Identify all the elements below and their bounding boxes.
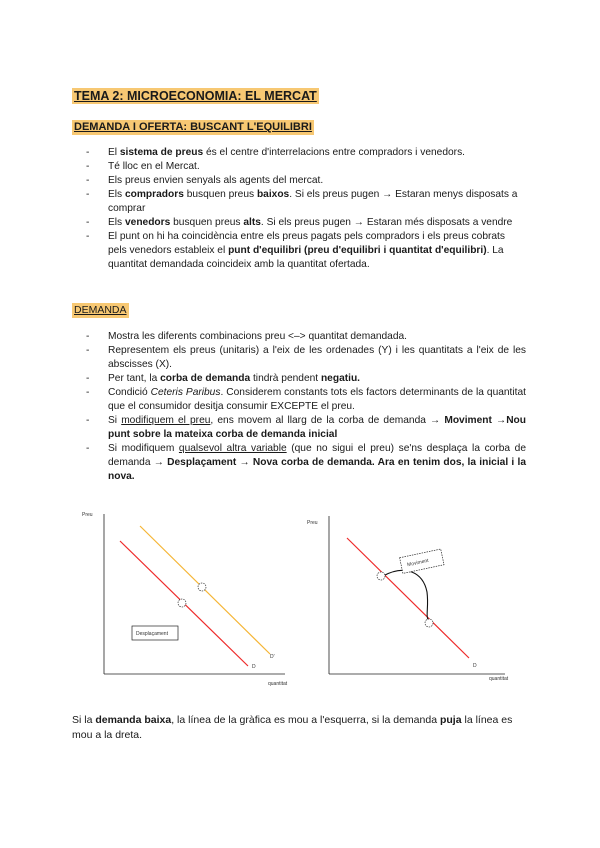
- curve-label-d: D: [252, 664, 256, 670]
- point-b: [425, 619, 433, 627]
- curve-label-d: D: [473, 663, 477, 669]
- list-item: - El punt on hi ha coincidència entre els preus pagats pels compradors i els preus cobrats pels venedors estableix el punt d'equilibri (preu d'equilibri i quantitat d'equilibri). La quantitat demandada coincideix amb la quantitat ofertada.: [86, 230, 526, 272]
- graph1-y-label: Preu: [82, 512, 93, 518]
- movement-label-box: [400, 549, 444, 573]
- page-title: TEMA 2: MICROECONOMIA: EL MERCAT: [74, 89, 317, 103]
- list-item: - Si modifiquem qualsevol altra variable (que no sigui el preu) se'ns desplaça la corba de demanda → Desplaçament → Nova corba de demanda. Ara en tenim dos, la inicial i la nova.: [86, 442, 526, 484]
- section-heading-demand-supply: DEMANDA I OFERTA: BUSCANT L'EQUILIBRI: [74, 121, 312, 133]
- point-new-curve: [198, 583, 206, 591]
- movement-label-text: Moviment: [406, 557, 430, 569]
- point-initial-curve: [178, 599, 186, 607]
- graph1-x-label: quantitat: [268, 681, 288, 687]
- conclusion-paragraph: Si la demanda baixa, la línea de la gràfica es mou a l'esquerra, si la demanda puja la línea es mou a la dreta.: [72, 714, 513, 741]
- list-item: - Condició Ceteris Paribus. Considerem constants tots els factors determinants de la quantitat que el consumidor desitja consumir EXCEPTE el preu.: [86, 386, 526, 414]
- list-item: - Representem els preus (unitaris) a l'eix de les ordenades (Y) i les quantitats a l'eix de les abscisses (X).: [86, 344, 526, 372]
- list-item: - Els preus envien senyals als agents del mercat.: [86, 174, 526, 188]
- demand-shift-graph: [80, 508, 295, 693]
- list-item: - Mostra les diferents combinacions preu <–> quantitat demandada.: [86, 330, 526, 344]
- list-item: - Els compradors busquen preus baixos. Si els preus pugen → Estaran menys disposats a comprar: [86, 188, 526, 216]
- curve-label-d-prime: D': [270, 654, 275, 660]
- section-heading-demand: DEMANDA: [74, 304, 127, 316]
- intro-bullet-list: [86, 146, 526, 272]
- list-item: - Si modifiquem el preu, ens movem al llarg de la corba de demanda → Moviment →Nou punt sobre la mateixa corba de demanda inicial: [86, 414, 526, 442]
- demand-bullet-list: [86, 330, 526, 484]
- point-a: [377, 572, 385, 580]
- graph2-y-label: Preu: [307, 520, 318, 526]
- list-item: - Té lloc en el Mercat.: [86, 160, 526, 174]
- list-item: - Per tant, la corba de demanda tindrà pendent negatiu.: [86, 372, 526, 386]
- list-item: - El sistema de preus és el centre d'interrelacions entre compradors i venedors.: [86, 146, 526, 160]
- list-item: - Els venedors busquen preus alts. Si els preus pugen → Estaran més disposats a vendre: [86, 216, 526, 230]
- graph2-x-label: quantitat: [489, 676, 509, 682]
- shift-label-text: Desplaçament: [136, 631, 168, 637]
- demand-movement-graph: [305, 512, 520, 692]
